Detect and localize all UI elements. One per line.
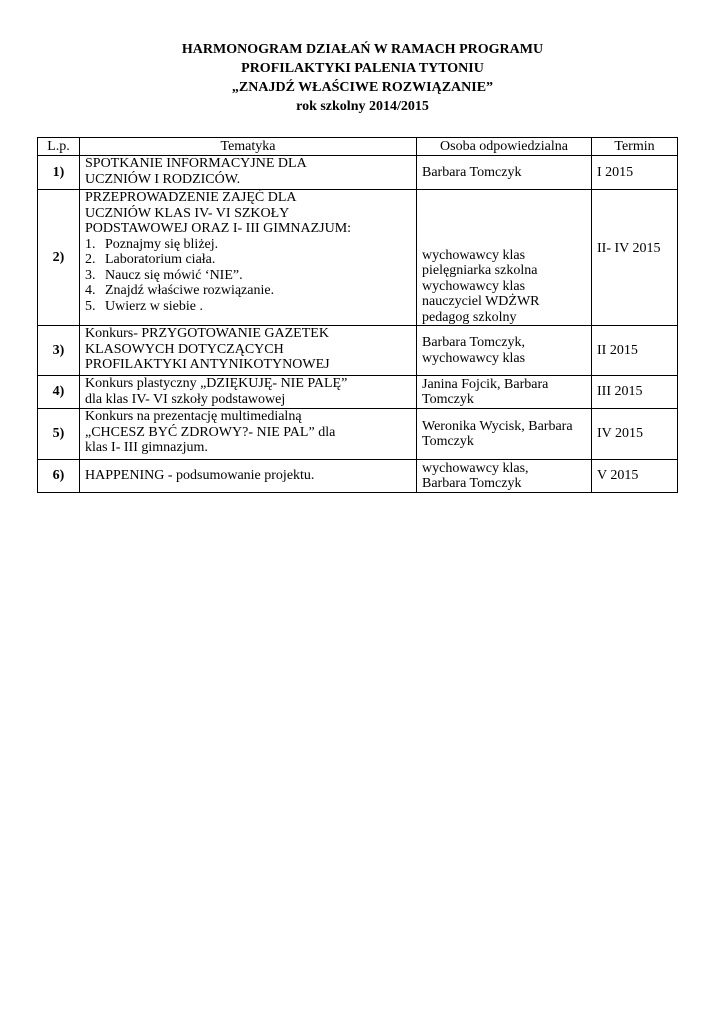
topic-line: Konkurs plastyczny „DZIĘKUJĘ- NIE PALĘ”: [85, 376, 348, 391]
topic-line: klas I- III gimnazjum.: [85, 440, 208, 455]
owner-line: Barbara Tomczyk: [422, 164, 522, 180]
topic-line: SPOTKANIE INFORMACYJNE DLA: [85, 156, 307, 171]
term-cell: V 2015: [592, 460, 678, 493]
owner-cell: [417, 376, 592, 409]
list-item-text: Laboratorium ciała.: [105, 252, 216, 267]
topic-cell: [80, 156, 417, 190]
list-item-text: Poznajmy się bliżej.: [105, 236, 219, 252]
owner-line: pedagog szkolny: [422, 309, 517, 325]
owner-cell: [417, 460, 592, 493]
owner-line: wychowawcy klas: [422, 350, 526, 366]
topic-cell: [80, 409, 417, 460]
column-header-topic: Tematyka: [80, 138, 417, 156]
table-row: [38, 409, 678, 460]
owner-line: Tomczyk: [422, 392, 474, 407]
owner-line: wychowawcy klas: [422, 247, 526, 263]
list-item-text: Znajdź właściwe rozwiązanie.: [105, 283, 275, 298]
list-number: 5.: [85, 298, 96, 314]
owner-line: pielęgniarka szkolna: [422, 263, 538, 278]
column-header-term: Termin: [592, 138, 678, 156]
owner-cell: [417, 190, 592, 326]
title-line-2: PROFILAKTYKI PALENIA TYTONIU: [241, 61, 484, 76]
topic-line: HAPPENING - podsumowanie projektu.: [85, 468, 315, 484]
column-header-owner: Osoba odpowiedzialna: [417, 138, 592, 156]
owner-line: wychowawcy klas: [422, 278, 526, 294]
owner-cell: [417, 156, 592, 190]
schedule-table: [37, 137, 678, 493]
owner-cell: [417, 409, 592, 460]
table-row: [38, 156, 678, 190]
owner-line: Barbara Tomczyk,: [422, 335, 525, 350]
term-cell: II 2015: [592, 326, 678, 376]
list-item: [85, 252, 411, 268]
topic-cell: [80, 460, 417, 493]
list-number: 4.: [85, 283, 96, 298]
term-cell: IV 2015: [592, 409, 678, 460]
owner-line: Janina Fojcik, Barbara: [422, 376, 549, 392]
owner-line: wychowawcy klas,: [422, 460, 529, 476]
topic-line: KLASOWYCH DOTYCZĄCYCH: [85, 341, 284, 357]
topic-line: dla klas IV- VI szkoły podstawowej: [85, 391, 286, 407]
table-row: [38, 190, 678, 326]
list-item-text: Naucz się mówić ‘NIE”.: [105, 267, 243, 283]
row-number: 6): [38, 460, 80, 493]
list-number: 2.: [85, 252, 96, 267]
table-row: [38, 460, 678, 493]
table-header-row: [38, 138, 678, 156]
row-number: 3): [38, 326, 80, 376]
document-title: [0, 40, 725, 116]
topic-line: „CHCESZ BYĆ ZDROWY?- NIE PAL” dla: [85, 424, 336, 440]
session-list: [85, 237, 411, 315]
table-row: [38, 326, 678, 376]
list-item: [85, 237, 411, 253]
topic-line: Konkurs- PRZYGOTOWANIE GAZETEK: [85, 326, 329, 341]
owner-line: Weronika Wycisk, Barbara: [422, 418, 573, 434]
topic-line: UCZNIÓW KLAS IV- VI SZKOŁY: [85, 205, 290, 221]
topic-line: PODSTAWOWEJ ORAZ I- III GIMNAZJUM:: [85, 221, 352, 236]
title-line-3: „ZNAJDŹ WŁAŚCIWE ROZWIĄZANIE”: [231, 80, 494, 95]
row-number: 5): [38, 409, 80, 460]
list-item: [85, 299, 411, 315]
topic-cell: [80, 326, 417, 376]
list-item-text: Uwierz w siebie .: [105, 298, 203, 314]
list-item: [85, 283, 411, 299]
term-cell: III 2015: [592, 376, 678, 409]
table-row: [38, 376, 678, 409]
topic-line: PRZEPROWADZENIE ZAJĘĆ DLA: [85, 190, 297, 205]
owner-line: nauczyciel WDŻWR: [422, 294, 540, 309]
term-cell: I 2015: [592, 156, 678, 190]
topic-line: Konkurs na prezentację multimedialną: [85, 409, 302, 424]
school-year: rok szkolny 2014/2015: [296, 99, 429, 114]
owner-cell: [417, 326, 592, 376]
list-item: [85, 268, 411, 284]
owner-line: Tomczyk: [422, 434, 474, 449]
row-number: 2): [38, 190, 80, 326]
topic-line: PROFILAKTYKI ANTYNIKOTYNOWEJ: [85, 357, 330, 372]
row-number: 4): [38, 376, 80, 409]
column-header-lp: L.p.: [38, 138, 80, 156]
row-number: 1): [38, 156, 80, 190]
topic-line: UCZNIÓW I RODZICÓW.: [85, 171, 241, 187]
topic-cell: [80, 190, 417, 326]
title-line-1: HARMONOGRAM DZIAŁAŃ W RAMACH PROGRAMU: [181, 42, 544, 57]
term-cell: II- IV 2015: [592, 190, 678, 326]
list-number: 3.: [85, 267, 96, 283]
topic-cell: [80, 376, 417, 409]
list-number: 1.: [85, 236, 96, 252]
owner-line: Barbara Tomczyk: [422, 476, 522, 491]
